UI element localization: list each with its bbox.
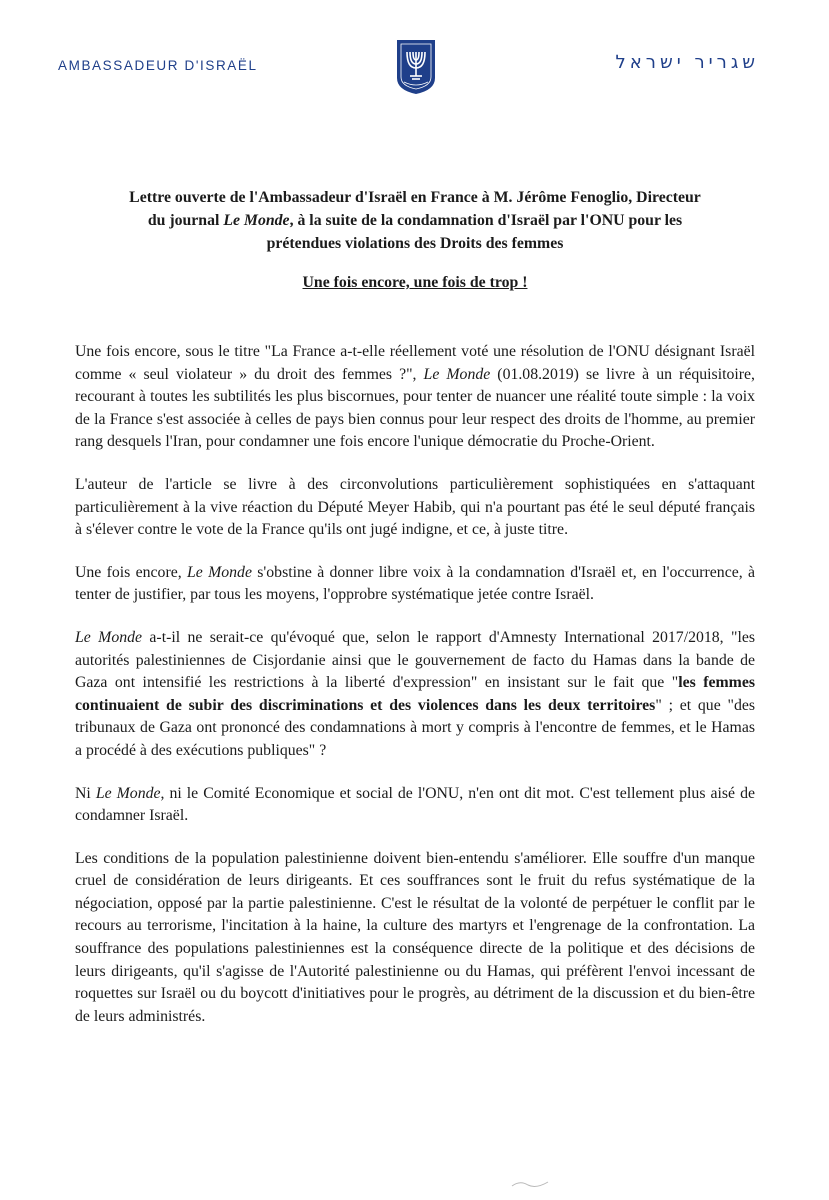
page-mark-icon xyxy=(510,1178,550,1190)
menorah-emblem-icon xyxy=(395,38,437,96)
title-line: prétendues violations des Droits des femmes xyxy=(266,235,564,252)
paragraph-1: Une fois encore, sous le titre "La France a-t-elle réellement voté une résolution de l'ONU désignant Israël comme « seul violateur » du droit des femmes ?", Le Monde (01.08.2019) se livre à un réquisitoire, recourant à toutes les subtilités les plus biscornues, pour tenter de nuancer une réalité toute simple : la voix de la France s'est associée à celles de pays bien connus pour leur respect des droits de l'homme, au premier rang desquels l'Iran, pour condamner une fois encore l'unique démocratie du Proche-Orient. xyxy=(75,343,755,451)
letter-title xyxy=(60,186,770,255)
paragraph-6: Les conditions de la population palestinienne doivent bien-entendu s'améliorer. Elle souffre d'un manque cruel de considération de leurs dirigeants. Et ces souffrances sont le fruit du refus systématique de la négociation, opposé par la partie palestinienne. C'est le résultat de la volonté de perpétuer le conflit par le recours au terrorisme, l'incitation à la haine, la culture des martyrs et l'engrenage de la confrontation. La souffrance des populations palestiniennes est la conséquence directe de la politique et des décisions de leurs dirigeants, qu'il s'agisse de l'Autorité palestinienne ou du Hamas, qui préfèrent l'envoi incessant de roquettes sur Israël ou du boycott d'initiatives pour le progrès, au détriment de la discussion et du bien-être de leurs administrés. xyxy=(75,849,755,1025)
paragraph-5: Ni Le Monde, ni le Comité Economique et social de l'ONU, n'en ont dit mot. C'est tellement plus aisé de condamner Israël. xyxy=(75,784,755,825)
letter-subtitle: Une fois encore, une fois de trop ! xyxy=(302,274,528,291)
embassy-name-french: AMBASSADEUR D'ISRAËL xyxy=(58,58,258,73)
embassy-name-hebrew: שגריר ישראל xyxy=(615,52,759,73)
paragraph-4: Le Monde a-t-il ne serait-ce qu'évoqué que, selon le rapport d'Amnesty International 2017/2018, "les autorités palestiniennes de Cisjordanie ainsi que le gouvernement de facto du Hamas dans la bande de Gaza ont intensifié les restrictions à la liberté d'expression" en insistant sur le fait que "les femmes continuaient de subir des discriminations et des violences dans les deux territoires" ; et que "des tribunaux de Gaza ont prononcé des condamnations à mort y compris à l'encontre de femmes, et le Hamas a procédé à des exécutions publiques" ? xyxy=(75,628,755,759)
title-line: Lettre ouverte de l'Ambassadeur d'Israël en France à M. Jérôme Fenoglio, Directeur xyxy=(129,189,701,206)
paragraph-3: Une fois encore, Le Monde s'obstine à donner libre voix à la condamnation d'Israël et, en l'occurrence, à tenter de justifier, par tous les moyens, l'opprobre systématique jetée contre Israël. xyxy=(75,563,755,604)
paragraph-2: L'auteur de l'article se livre à des circonvolutions particulièrement sophistiquées en s'attaquant particulièrement à la vive réaction du Député Meyer Habib, qui n'a pourtant pas été le seul député français à s'élever contre le vote de la France qu'ils ont jugé indigne, et ce, à juste titre. xyxy=(75,475,755,539)
newspaper-name: Le Monde xyxy=(223,212,290,229)
letter-body xyxy=(75,341,755,1048)
title-line: du journal Le Monde, à la suite de la condamnation d'Israël par l'ONU pour les xyxy=(147,212,683,229)
